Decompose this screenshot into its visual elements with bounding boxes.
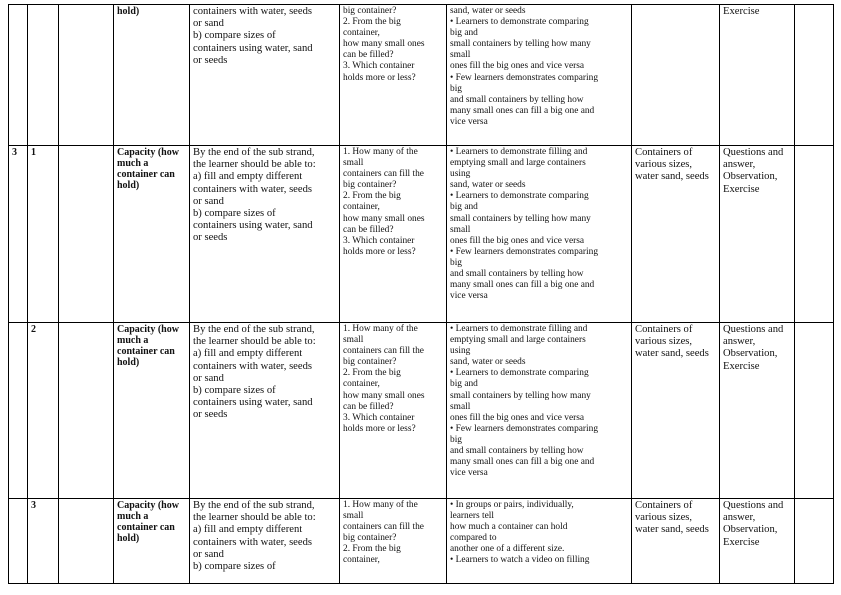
cell-line: can be filled? — [343, 224, 394, 235]
cell-line: containers can fill the — [343, 346, 424, 357]
cell-line: water sand, seeds — [635, 348, 709, 360]
cell-line: or sand — [193, 18, 224, 30]
cell-line: • Few learners demonstrates comparing — [450, 423, 599, 434]
cell-line: answer, — [723, 512, 756, 524]
learning-experiences-cell — [447, 5, 632, 146]
cell-line: holds more or less? — [343, 246, 416, 257]
learning-experiences-cell — [447, 499, 632, 584]
assessment-cell — [720, 323, 795, 499]
cell-line: containers with water, seeds — [193, 6, 313, 17]
cell-line: b) compare sizes of — [193, 561, 276, 573]
cell-line: ones fill the big ones and vice versa — [450, 235, 585, 246]
cell-line: water sand, seeds — [635, 524, 709, 536]
cell-line: small — [343, 511, 364, 522]
strand-cell — [59, 146, 114, 323]
cell-line: big and — [450, 379, 478, 390]
cell-line: how many small ones — [343, 390, 425, 401]
remarks-cell — [795, 323, 834, 499]
cell-line: • Learners to demonstrate comparing — [450, 368, 589, 379]
cell-line: Exercise — [723, 6, 760, 17]
cell-line: can be filled? — [343, 50, 394, 61]
strand-cell — [59, 323, 114, 499]
cell-line: • Learners to demonstrate comparing — [450, 191, 589, 202]
cell-line: compared to — [450, 533, 497, 544]
table-body — [9, 5, 834, 584]
cell-line: By the end of the sub strand, — [193, 147, 315, 158]
cell-line: small — [450, 401, 471, 412]
cell-line: b) compare sizes of — [193, 208, 276, 220]
cell-line: 2. From the big — [343, 544, 401, 555]
cell-line: many small ones can fill a big one and — [450, 457, 595, 468]
cell-line: sand, water or seeds — [450, 180, 526, 191]
cell-line: big container? — [343, 6, 397, 16]
cell-line: Questions and — [723, 500, 784, 511]
inquiry-questions-cell — [340, 323, 447, 499]
cell-line: 2. From the big — [343, 368, 401, 379]
cell-line: the learner should be able to: — [193, 512, 316, 524]
cell-line: the learner should be able to: — [193, 336, 316, 348]
cell-line: various sizes, — [635, 159, 693, 171]
cell-line: 2. From the big — [343, 17, 401, 28]
cell-line: big and — [450, 202, 478, 213]
cell-line: Containers of — [635, 500, 693, 511]
cell-line: 1. How many of the — [343, 324, 418, 334]
cell-line: • Few learners demonstrates comparing — [450, 72, 599, 83]
cell-line: various sizes, — [635, 336, 693, 348]
cell-line: many small ones can fill a big one and — [450, 280, 595, 291]
cell-line: big — [450, 434, 462, 445]
cell-line: containers with water, seeds — [193, 360, 313, 372]
cell-line: 1. How many of the — [343, 500, 418, 510]
remarks-cell — [795, 5, 834, 146]
cell-line: • In groups or pairs, individually, — [450, 500, 574, 510]
cell-line: b) compare sizes of — [193, 385, 276, 397]
cell-line: and small containers by telling how — [450, 446, 584, 457]
cell-line: using — [450, 346, 471, 357]
cell-line: • Learners to watch a video on filling — [450, 555, 590, 566]
cell-line: b) compare sizes of — [193, 30, 276, 42]
resources-cell — [632, 5, 720, 146]
learning-outcomes-cell — [190, 146, 340, 323]
cell-line: emptying small and large containers — [450, 335, 586, 346]
table-row — [9, 323, 834, 499]
cell-line: big container? — [343, 180, 397, 191]
inquiry-questions-cell — [340, 499, 447, 584]
cell-line: small containers by telling how many — [450, 213, 591, 224]
cell-line: containers with water, seeds — [193, 183, 313, 195]
sub-strand-cell: Capacity (how much a container can hold) — [114, 323, 190, 499]
cell-line: big container? — [343, 357, 397, 368]
cell-line: or sand — [193, 372, 224, 384]
table-row — [9, 146, 834, 323]
cell-line: how many small ones — [343, 213, 425, 224]
cell-line: big and — [450, 28, 478, 39]
cell-line: using — [450, 169, 471, 180]
sub-strand-cell: Capacity (how much a container can hold) — [114, 146, 190, 323]
cell-line: containers using water, sand — [193, 220, 313, 232]
cell-line: vice versa — [450, 468, 488, 479]
cell-line: answer, — [723, 336, 756, 348]
cell-line: Containers of — [635, 147, 693, 158]
strand-cell — [59, 5, 114, 146]
cell-line: containers can fill the — [343, 522, 424, 533]
week-cell — [9, 5, 28, 146]
cell-line: Exercise — [723, 183, 760, 195]
learning-experiences-cell — [447, 323, 632, 499]
cell-line: can be filled? — [343, 401, 394, 412]
cell-line: Exercise — [723, 360, 760, 372]
learning-experiences-cell — [447, 146, 632, 323]
cell-line: a) fill and empty different — [193, 348, 303, 360]
cell-line: various sizes, — [635, 512, 693, 524]
table-row — [9, 499, 834, 584]
cell-line: containers can fill the — [343, 169, 424, 180]
cell-line: small — [450, 224, 471, 235]
sub-strand-cell: Capacity (how much a container can hold) — [114, 499, 190, 584]
cell-line: Questions and — [723, 324, 784, 335]
cell-line: small — [343, 158, 364, 169]
cell-line: container, — [343, 555, 380, 566]
assessment-cell — [720, 5, 795, 146]
cell-line: Exercise — [723, 536, 760, 548]
cell-line: Observation, — [723, 524, 778, 536]
cell-line: Observation, — [723, 348, 778, 360]
learning-outcomes-cell — [190, 499, 340, 584]
cell-line: and small containers by telling how — [450, 269, 584, 280]
resources-cell — [632, 499, 720, 584]
cell-line: small — [450, 50, 471, 61]
cell-line: emptying small and large containers — [450, 158, 586, 169]
cell-line: or seeds — [193, 232, 228, 244]
cell-line: 3. Which container — [343, 412, 415, 423]
resources-cell — [632, 146, 720, 323]
scheme-of-work-table — [8, 4, 834, 584]
cell-line: holds more or less? — [343, 423, 416, 434]
cell-line: big — [450, 83, 462, 94]
cell-line: vice versa — [450, 116, 488, 127]
cell-line: Questions and — [723, 147, 784, 158]
assessment-cell — [720, 146, 795, 323]
cell-line: 3. Which container — [343, 235, 415, 246]
assessment-cell — [720, 499, 795, 584]
cell-line: By the end of the sub strand, — [193, 500, 315, 511]
cell-line: a) fill and empty different — [193, 171, 303, 183]
cell-line: ones fill the big ones and vice versa — [450, 412, 585, 423]
cell-line: container, — [343, 379, 380, 390]
cell-line: • Learners to demonstrate filling and — [450, 324, 588, 334]
cell-line: answer, — [723, 159, 756, 171]
cell-line: containers with water, seeds — [193, 536, 313, 548]
cell-line: • Learners to demonstrate comparing — [450, 17, 589, 28]
cell-line: or seeds — [193, 54, 228, 66]
cell-line: big — [450, 257, 462, 268]
remarks-cell — [795, 499, 834, 584]
inquiry-questions-cell — [340, 5, 447, 146]
cell-line: how much a container can hold — [450, 522, 568, 533]
cell-line: a) fill and empty different — [193, 524, 303, 536]
cell-line: Observation, — [723, 171, 778, 183]
cell-line: sand, water or seeds — [450, 357, 526, 368]
learning-outcomes-cell — [190, 5, 340, 146]
cell-line: 3. Which container — [343, 61, 415, 72]
learning-outcomes-cell — [190, 323, 340, 499]
week-cell — [9, 499, 28, 584]
cell-line: 1. How many of the — [343, 147, 418, 157]
cell-line: and small containers by telling how — [450, 94, 584, 105]
resources-cell — [632, 323, 720, 499]
lesson-cell: 1 — [28, 146, 59, 323]
cell-line: big container? — [343, 533, 397, 544]
cell-line: containers using water, sand — [193, 397, 313, 409]
lesson-cell — [28, 5, 59, 146]
cell-line: another one of a different size. — [450, 544, 565, 555]
cell-line: • Few learners demonstrates comparing — [450, 246, 599, 257]
cell-line: • Learners to demonstrate filling and — [450, 147, 588, 157]
sub-strand-cell: hold) — [114, 5, 190, 146]
lesson-cell: 2 — [28, 323, 59, 499]
cell-line: small — [343, 335, 364, 346]
cell-line: or sand — [193, 195, 224, 207]
table-row — [9, 5, 834, 146]
cell-line: containers using water, sand — [193, 42, 313, 54]
cell-line: the learner should be able to: — [193, 159, 316, 171]
cell-line: water sand, seeds — [635, 171, 709, 183]
cell-line: or seeds — [193, 409, 228, 421]
strand-cell — [59, 499, 114, 584]
cell-line: By the end of the sub strand, — [193, 324, 315, 335]
cell-line: many small ones can fill a big one and — [450, 105, 595, 116]
cell-line: sand, water or seeds — [450, 6, 526, 16]
cell-line: or sand — [193, 548, 224, 560]
cell-line: holds more or less? — [343, 72, 416, 83]
lesson-cell: 3 — [28, 499, 59, 584]
cell-line: vice versa — [450, 291, 488, 302]
week-cell — [9, 323, 28, 499]
cell-line: ones fill the big ones and vice versa — [450, 61, 585, 72]
cell-line: container, — [343, 28, 380, 39]
cell-line: Containers of — [635, 324, 693, 335]
cell-line: learners tell — [450, 511, 494, 522]
cell-line: small containers by telling how many — [450, 39, 591, 50]
cell-line: small containers by telling how many — [450, 390, 591, 401]
cell-line: how many small ones — [343, 39, 425, 50]
remarks-cell — [795, 146, 834, 323]
week-cell: 3 — [9, 146, 28, 323]
inquiry-questions-cell — [340, 146, 447, 323]
cell-line: container, — [343, 202, 380, 213]
cell-line: 2. From the big — [343, 191, 401, 202]
